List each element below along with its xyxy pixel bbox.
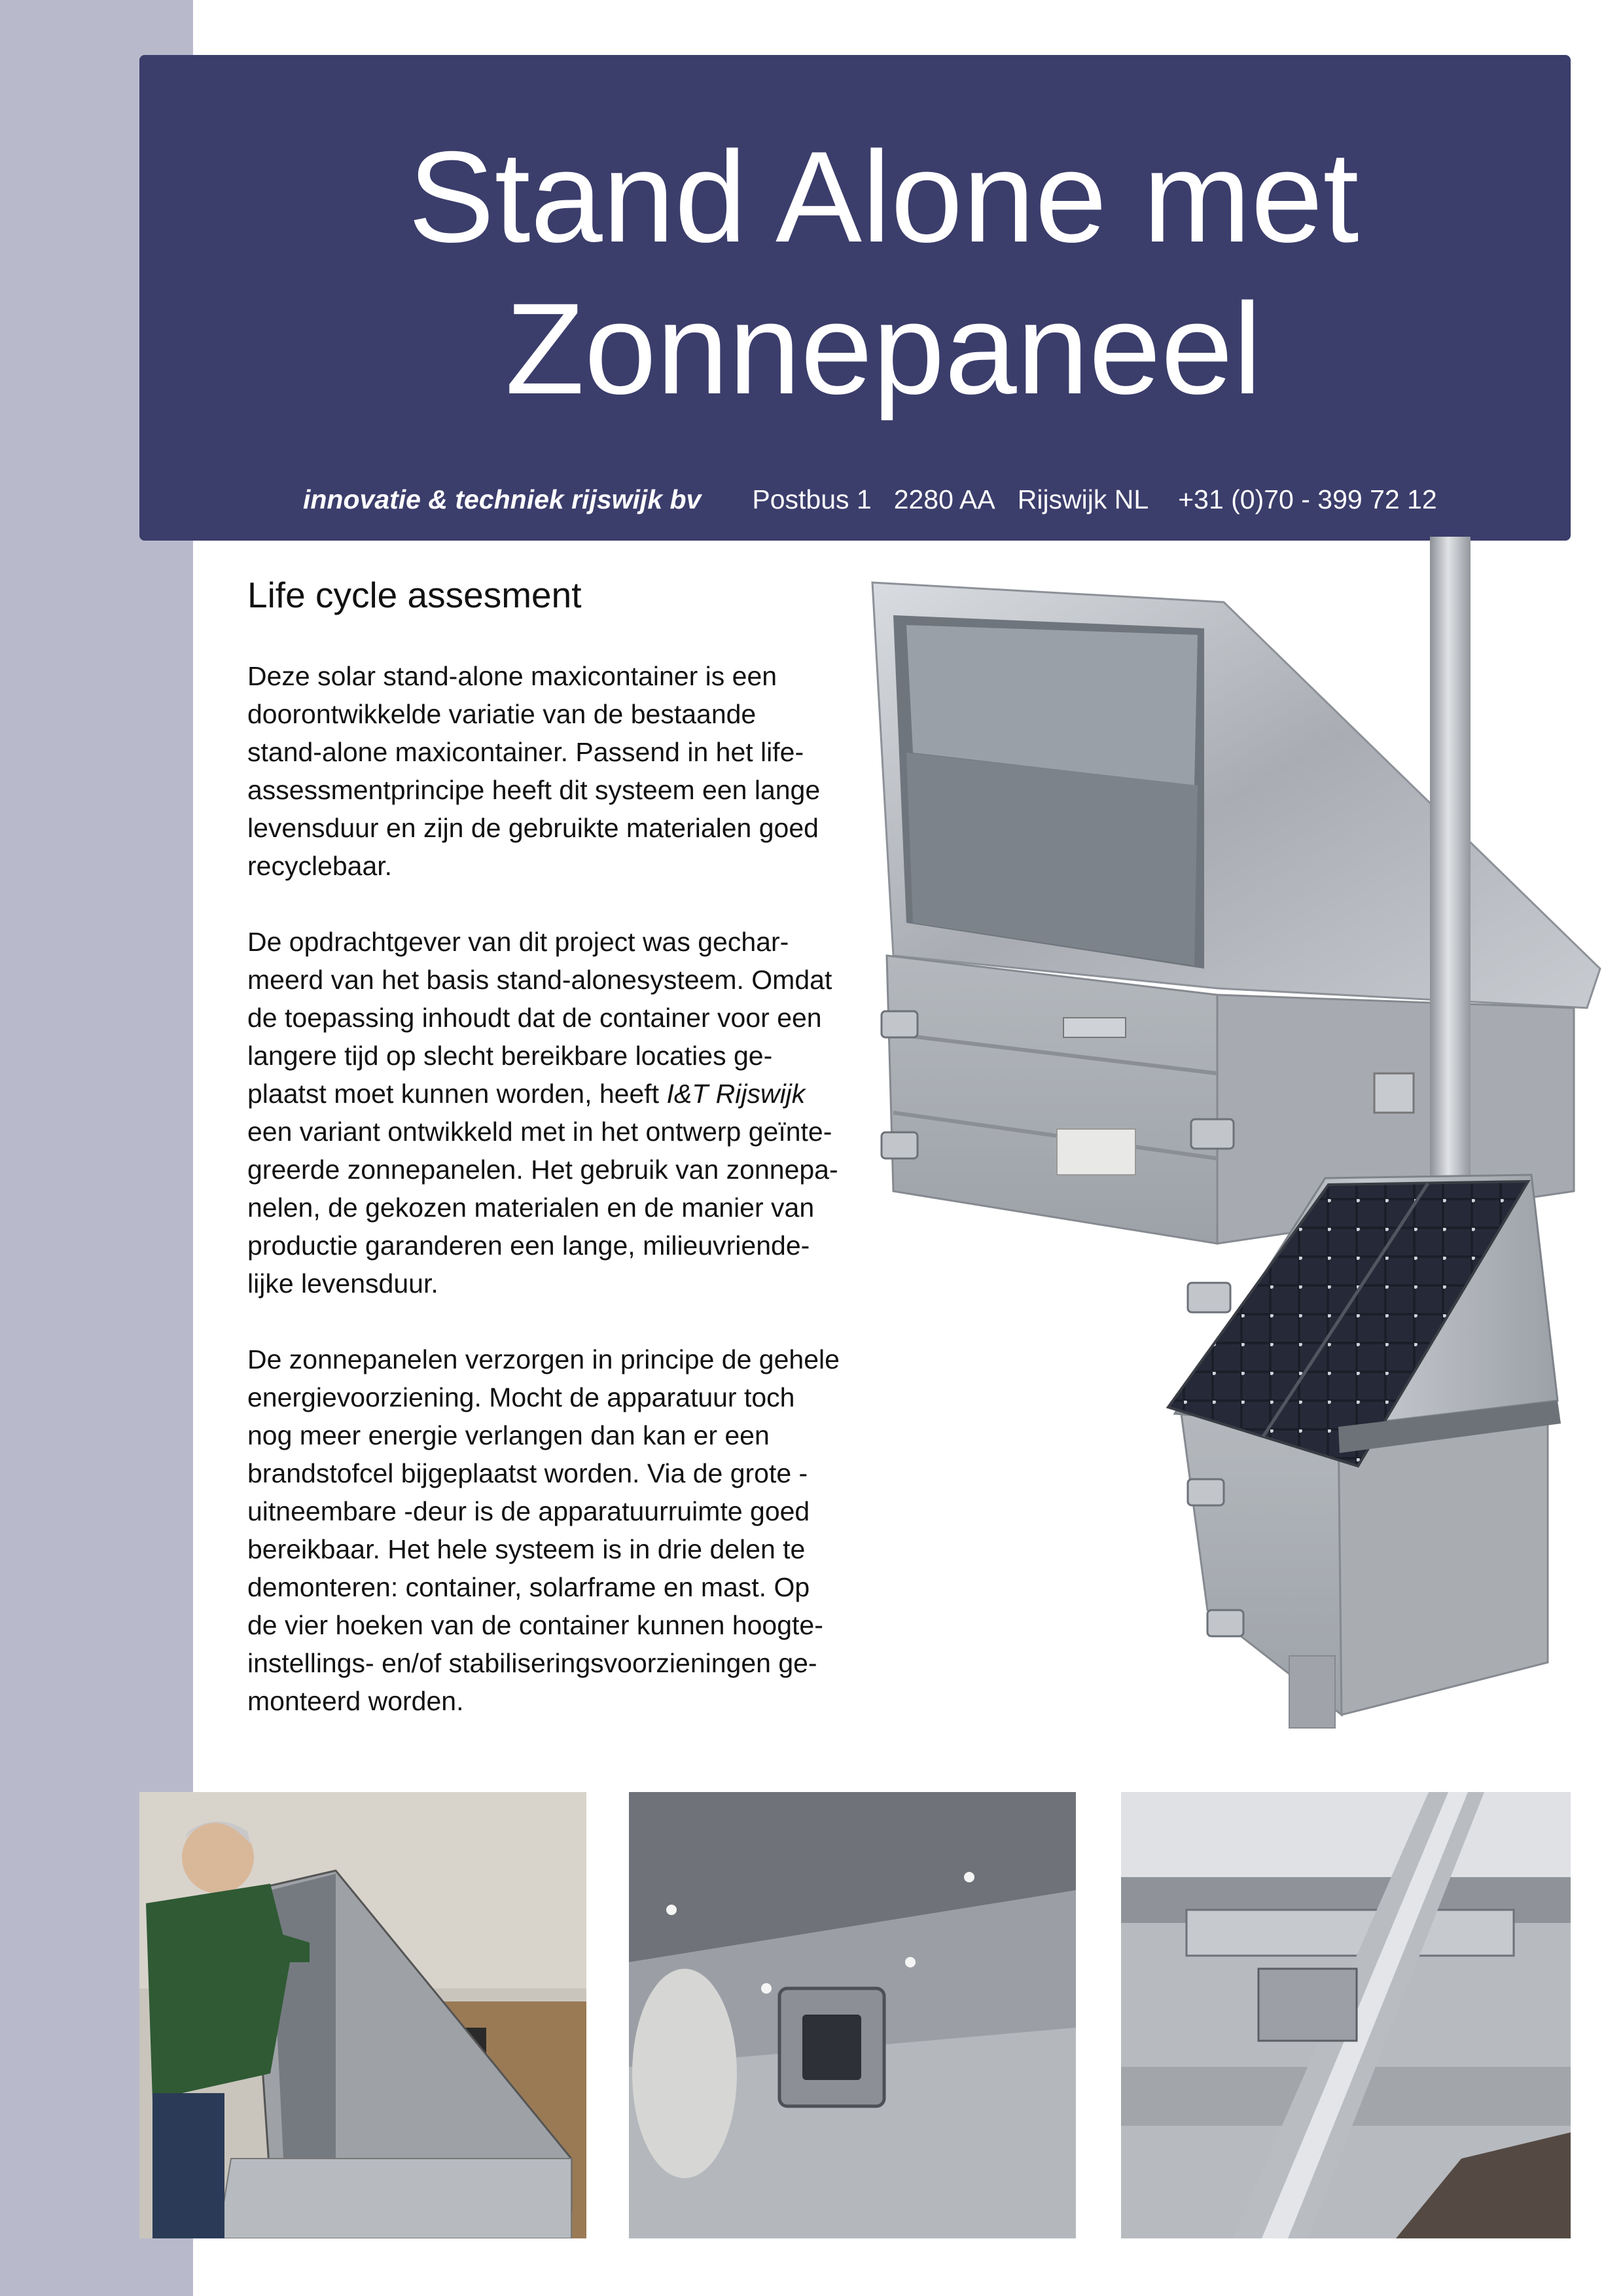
text-line: nelen, de gekozen materialen en de manier van xyxy=(247,1193,815,1223)
text-line: een variant ontwikkeld met in het ontwerp geïnte- xyxy=(247,1117,832,1147)
company-name: innovatie & techniek rijswijk bv xyxy=(303,484,702,514)
text-line-with-brand xyxy=(247,1075,859,1113)
text-line: greerde zonnepanelen. Het gebruik van zonnepa- xyxy=(247,1155,838,1185)
text-line: de vier hoeken van de container kunnen hoogte- xyxy=(247,1610,823,1640)
text-fragment: plaatst moet kunnen worden, heeft xyxy=(247,1079,667,1109)
text-line: stand-alone maxicontainer. Passend in het life- xyxy=(247,737,804,767)
text-line: energievoorziening. Mocht de apparatuur toch xyxy=(247,1382,795,1412)
postbus: Postbus 1 xyxy=(752,484,872,514)
text-line: Deze solar stand-alone maxicontainer is een xyxy=(247,661,777,691)
photo-man-opening-frame xyxy=(139,1792,586,2238)
text-line: brandstofcel bijgeplaatst worden. Via de grote - xyxy=(247,1458,808,1488)
text-line: productie garanderen een lange, milieuvriende- xyxy=(247,1230,810,1261)
postcode: 2280 AA xyxy=(893,484,995,514)
title-line-2: Zonnepaneel xyxy=(505,276,1262,421)
text-line: bereikbaar. Het hele systeem is in drie delen te xyxy=(247,1534,806,1564)
text-line: De opdrachtgever van dit project was gechar- xyxy=(247,927,789,957)
brand-name: I&T Rijswijk xyxy=(666,1079,806,1109)
text-line: demonteren: container, solarframe en mast. Op xyxy=(247,1572,810,1602)
text-line: nog meer energie verlangen dan kan er een xyxy=(247,1420,770,1450)
phone-number: +31 (0)70 - 399 72 12 xyxy=(1178,484,1437,514)
text-line: De zonnepanelen verzorgen in principe de gehele xyxy=(247,1344,840,1374)
section-heading: Life cycle assesment xyxy=(247,575,582,615)
paragraph-3 xyxy=(247,1340,859,1720)
text-line: de toepassing inhoudt dat de container voor een xyxy=(247,1003,822,1033)
page-title xyxy=(366,121,1400,425)
article-body xyxy=(247,657,859,1758)
paragraph-2 xyxy=(247,923,859,1302)
text-line: instellings- en/of stabiliseringsvoorzieningen ge- xyxy=(247,1648,817,1678)
paragraph-1 xyxy=(247,657,859,885)
contact-line xyxy=(303,484,1546,515)
text-line: assessmentprincipe heeft dit systeem een lange xyxy=(247,775,821,805)
photo-mast-bracket xyxy=(1121,1792,1571,2238)
text-line: langere tijd op slecht bereikbare locaties ge- xyxy=(247,1041,773,1071)
text-line: lijke levensduur. xyxy=(247,1268,438,1299)
title-line-1: Stand Alone met xyxy=(408,124,1359,269)
product-photo-container xyxy=(867,537,1603,1754)
text-line: monteerd worden. xyxy=(247,1686,464,1716)
city: Rijswijk NL xyxy=(1017,484,1149,514)
text-line: doorontwikkelde variatie van de bestaande xyxy=(247,699,757,729)
text-line: meerd van het basis stand-alonesysteem. Omdat xyxy=(247,965,832,995)
text-line: levensduur en zijn de gebruikte materialen goed xyxy=(247,813,819,843)
text-line: uitneembare -deur is de apparatuurruimte goed xyxy=(247,1496,810,1526)
text-line: recyclebaar. xyxy=(247,851,393,881)
photo-lock-detail xyxy=(629,1792,1076,2238)
